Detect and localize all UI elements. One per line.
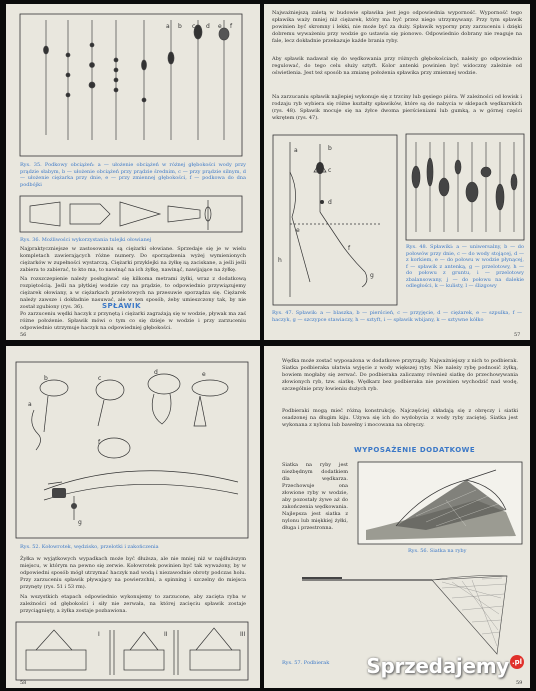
figure-float-types [404,132,526,242]
body-paragraph: Po zarzuceniu wędki haczyk z przynętą i ciężarki zagrażają się w wodzie, pływak ma zaś różne położenie. Spławik mówi o tym co się dzieje w wodzie i przy zarzuceniu odpowiednio utrzymuje haczyk na odpowiedniej głębokości. [20,311,246,331]
figure-caption: Rys. 35. Podkowy obciążeń: a — ułożenie obciążeń w różnej głębokości wody przy prądzie słabym, b — ułożenie obciążeń przy prądzie średnim, c — przy prądzie silnym, d — ułożenie ciężarka przy dnie, e — przy zmiennej głębokości, f — podkowa do dna podbójki [20,162,246,188]
figure-float-rig [270,132,400,308]
svg-text:d: d [206,23,210,30]
body-paragraph: Na zarzucaniu spławik najlepiej wykonuje się z trzciny lub gęsiego pióra. W zależności od łowisk i rodzaju ryb wybiera się różne kształty spławików, które są do nabycia w sklepach wędkarskich (rys. 48). Spławik mocuje się na żyłce dwoma pierścieniami lub gumką, a w górnej części wkrętem (rys. 47). [272,94,522,121]
svg-text:c: c [192,23,196,30]
page-top-left [6,4,260,340]
svg-text:a: a [166,23,170,30]
watermark-logo [366,654,524,678]
svg-text:c: c [328,167,332,174]
svg-text:II: II [164,631,168,638]
svg-text:c: c [98,375,102,382]
figure-caption: Rys. 36. Możliwości wykorzystania tulejki ołowianej [20,237,152,243]
svg-text:g: g [370,272,374,279]
svg-text:g: g [78,519,82,526]
body-paragraph: Na wszystkich etapach odpowiednio wykonujemy to zarzucone, aby zacięta ryba w zależności od głębokości i siły nie zerwała, na której zacięciu spławik zostaje przyciągnięty, a żyłka zostaje pozbawiona. [20,594,246,614]
figure-keep-net [356,460,524,546]
svg-text:d: d [154,369,158,376]
svg-text:f: f [348,245,351,252]
svg-text:d: d [328,199,332,206]
svg-text:I: I [98,631,100,638]
section-heading: SPŁAWIK [102,302,142,310]
body-paragraph: Siatka na ryby jest niezbędnym dodatkiem dla wędkarza. Przechowuje ona złowione ryby w wodzie, aby pozostały żywe aż do zakończenia wędkowania. Najlepsza jest siatka z nylonu lub miękkiej żyłki, długa i przestronna. [282,462,348,531]
figure-reel-and-rings [14,360,250,540]
page-top-right [264,4,530,340]
svg-text:f: f [98,439,101,446]
body-paragraph: Na rozszczepienie należy posługiwać się kilkoma metrami żyłki, wraz z dodatkową rozpiętością. Jeśli na płytkiej wodzie czy na prądzie, to odpowiednio przywiązujemy ciężarek ołowiany, a w ciężarkach przelotowych na przesuwie sporządza się. Ciężarek należy zawsze i dokładnie nasuwać, ale w ten sposób, żeby umieszczony tak, by nie został zgubiony (rys. 36). [20,276,246,310]
figure-caption: Rys. 47. Spławik: a — blaszka, b — pierścień, c — przyjęcie, d — ciężarek, e — szpulka, f — haczyk, g — szczypce stawiaczy, h — sztyft, i — spławik wbijany, k — sztywne kółko [272,310,522,323]
body-paragraph: Podbieraki mogą mieć różną konstrukcję. Najczęściej składają się z obręczy i siatki osadzonej na długim kiju. Używa się ich do wydobycia z wody ryby zaciętej. Siatka jest wykonana z nylonu lub bawełny i mocowana na obręczy. [282,408,518,428]
figure-caption: Rys. 48. Spławiki: a — uniwersalny, b — do połowów przy dnie, c — do wody stojącej, d — z korkiem, e — do połowu w wodzie płynącej, f — spławik z antenką, g — przelotowy, h — do połowu z gruntu, i — przelotowy zbalansowany, j — do połowu na dalekie odległości, k — kulisty, l — ślizgowy [406,244,524,289]
body-paragraph: Najpraktyczniejsze w zastosowaniu są ciężarki ołowiane. Sprzedaje się je w wielu kompletach zawierających różne numery. Do sporządzenia wyżej wymienionych ciężarków w zupełności wystarczą. Ciężarki przyklejki na żyłkę są zaciskane, a jeśli jeśli zabiera to zabierać, to kto ma, to nawinąć na ich żyłkę, nawinąć, nawijające na żyłkę. [20,246,246,273]
body-paragraph: Żyłka w wyjątkowych wypadkach może być dłuższa, ale nie mniej niż w najdłuższym miejscu, w którym na pewno się zerwie. Kołowrotek powinien być tak wyważony, by w odpowiedni sposób mógł utrzymać haczyk nad wodą i niezawodnie obroty podczas holu. Przy zarzuceniu spławik pływający na powierzchni, a spinning i szczelny do miejsca przynęty (rys. 51 i 53 rm). [20,556,246,590]
watermark-text: Sprzedajemy [366,654,509,678]
body-paragraph: Najważniejszą zaletą w budowie spławika jest jego odpowiednia wyporność. Wyporność tego spławika waży mniej niż ciężarek, który ma być przez niego utrzymywany. Przy tym spławik powinien być skromny i lekki, nie może być za duży. Spławik wyporny przy zarzuceniu i dzięki dobremu wyważeniu przy wodzie go ustawia się pionowo. Odpowiednio dobrany nie reaguje na fale, lecz dokładnie przekazuje każde brania ryby. [272,10,522,44]
watermark-badge: .pl [510,655,524,669]
page-number: 56 [20,332,27,338]
section-heading: WYPOSAŻENIE DODATKOWE [354,446,476,454]
page-bottom-left [6,346,260,688]
svg-text:b: b [328,145,332,152]
figure-lead-sleeve [16,192,246,236]
svg-text:e: e [296,227,300,234]
body-paragraph: Aby spławik nadawał się do wędkowania przy różnych głębokościach, należy go odpowiednio regulować, do tego celu służy sztyft. Kolor antenki powinien być widoczny zależnie od oświetlenia. Jest też sposób na zmianę położenia spławika przy zmiennej wodzie. [272,56,522,76]
svg-text:a: a [28,401,32,408]
figure-caption: Rys. 57. Podbierak [282,660,330,666]
svg-text:f: f [230,23,233,30]
svg-text:e: e [202,371,206,378]
page-number: 57 [514,332,521,338]
svg-text:b: b [178,23,182,30]
body-paragraph: Wędka może zostać wyposażona w dodatkowe przyrządy. Najważniejszy z nich to podbierak. Siatka podbieraka ułatwia wyjęcie z wody większej ryby. Nie należy rybę podnosić żyłką, bowiem mogłaby się zerwać. Do podbieraka zaliczamy również siatkę do przechowywania złowionych ryb, tzw. siatkę. Wędkarz bez podbieraka nie powinien wychodzić nad wodę, szczególnie przy łowieniu dużych ryb. [282,358,518,392]
page-number: 58 [20,680,27,686]
figure-line-hooking [14,620,250,682]
figure-caption: Rys. 56. Siatka na ryby [408,548,467,554]
svg-text:h: h [278,257,282,264]
figure-caption: Rys. 52. Kołowrotek, wędzisko, przelotki i zakończenia [20,544,159,550]
page-number: 59 [516,680,523,686]
svg-text:b: b [44,375,48,382]
svg-text:a: a [294,147,298,154]
svg-text:e: e [218,23,222,30]
figure-sinker-arrangements [16,10,246,160]
page-bottom-right [264,346,530,688]
svg-text:III: III [240,631,246,638]
